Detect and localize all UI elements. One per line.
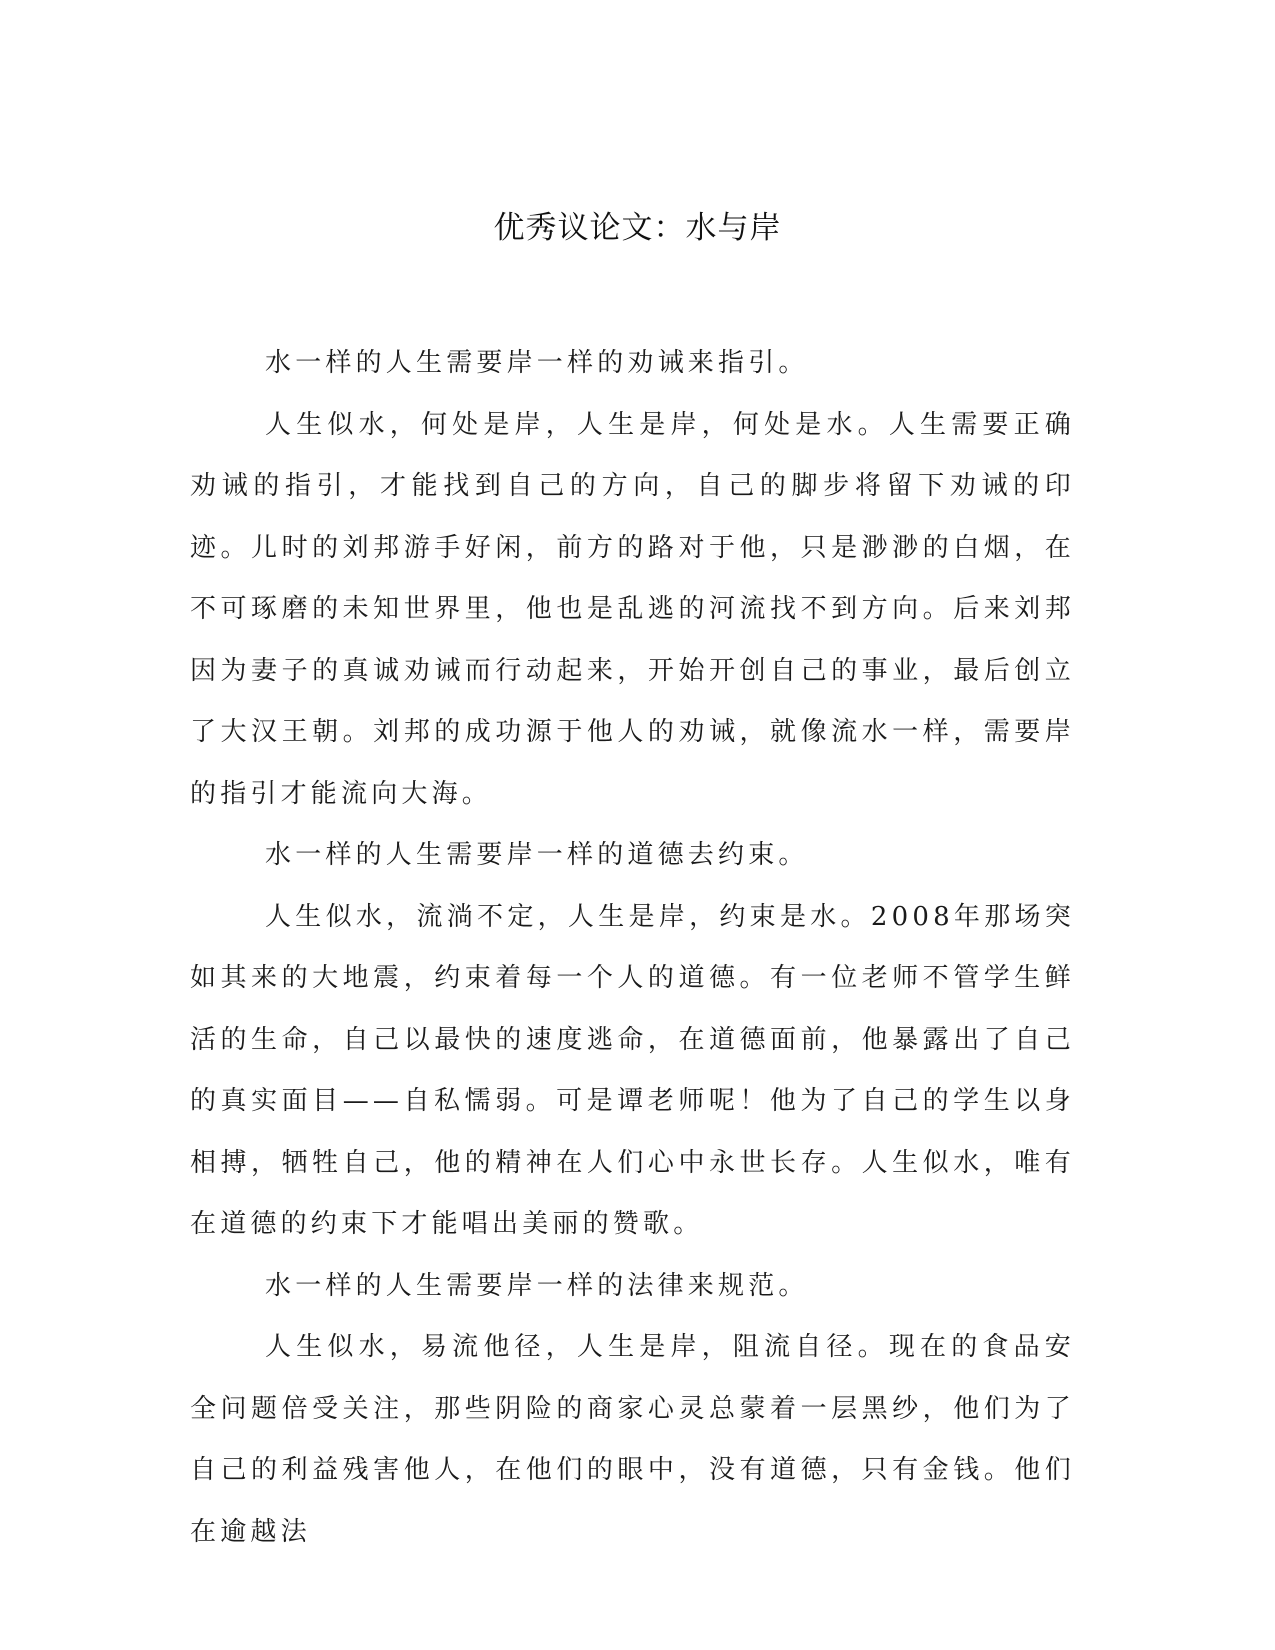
paragraph-thesis-morality: 水一样的人生需要岸一样的道德去约束。 [265, 840, 809, 870]
paragraph-liubang-example: 人生似水，何处是岸，人生是岸，何处是水。人生需要正确劝诫的指引，才能找到自己的方向，自己的脚步将留下劝诫的印迹。儿时的刘邦游手好闲，前方的路对于他，只是渺渺的白烟，在不可琢磨的未知世界里，他也是乱逃的河流找不到方向。后来刘邦因为妻子的真诚劝诫而行动起来，开始开创自己的事业，最后创立了大汉王朝。刘邦的成功源于他人的劝诫，就像流水一样，需要岸的指引才能流向大海。 [190, 409, 1075, 809]
paragraph-earthquake-example: 人生似水，流淌不定，人生是岸，约束是水。2008年那场突如其来的大地震，约束着每一个人的道德。有一位老师不管学生鲜活的生命，自己以最快的速度逃命，在道德面前，他暴露出了自己的真实面目——自私懦弱。可是谭老师呢！他为了自己的学生以身相搏，牺牲自己，他的精神在人们心中永世长存。人生似水，唯有在道德的约束下才能唱出美丽的赞歌。 [190, 901, 1075, 1239]
document-body [190, 333, 1075, 1563]
paragraph-thesis-advice: 水一样的人生需要岸一样的劝诫来指引。 [265, 348, 809, 378]
document-title: 优秀议论文：水与岸 [493, 210, 782, 246]
paragraph-food-safety-example: 人生似水，易流他径，人生是岸，阻流自径。现在的食品安全问题倍受关注，那些阴险的商家心灵总蒙着一层黑纱，他们为了自己的利益残害他人，在他们的眼中，没有道德，只有金钱。他们在逾越法 [190, 1332, 1075, 1547]
paragraph-thesis-law: 水一样的人生需要岸一样的法律来规范。 [265, 1270, 809, 1301]
